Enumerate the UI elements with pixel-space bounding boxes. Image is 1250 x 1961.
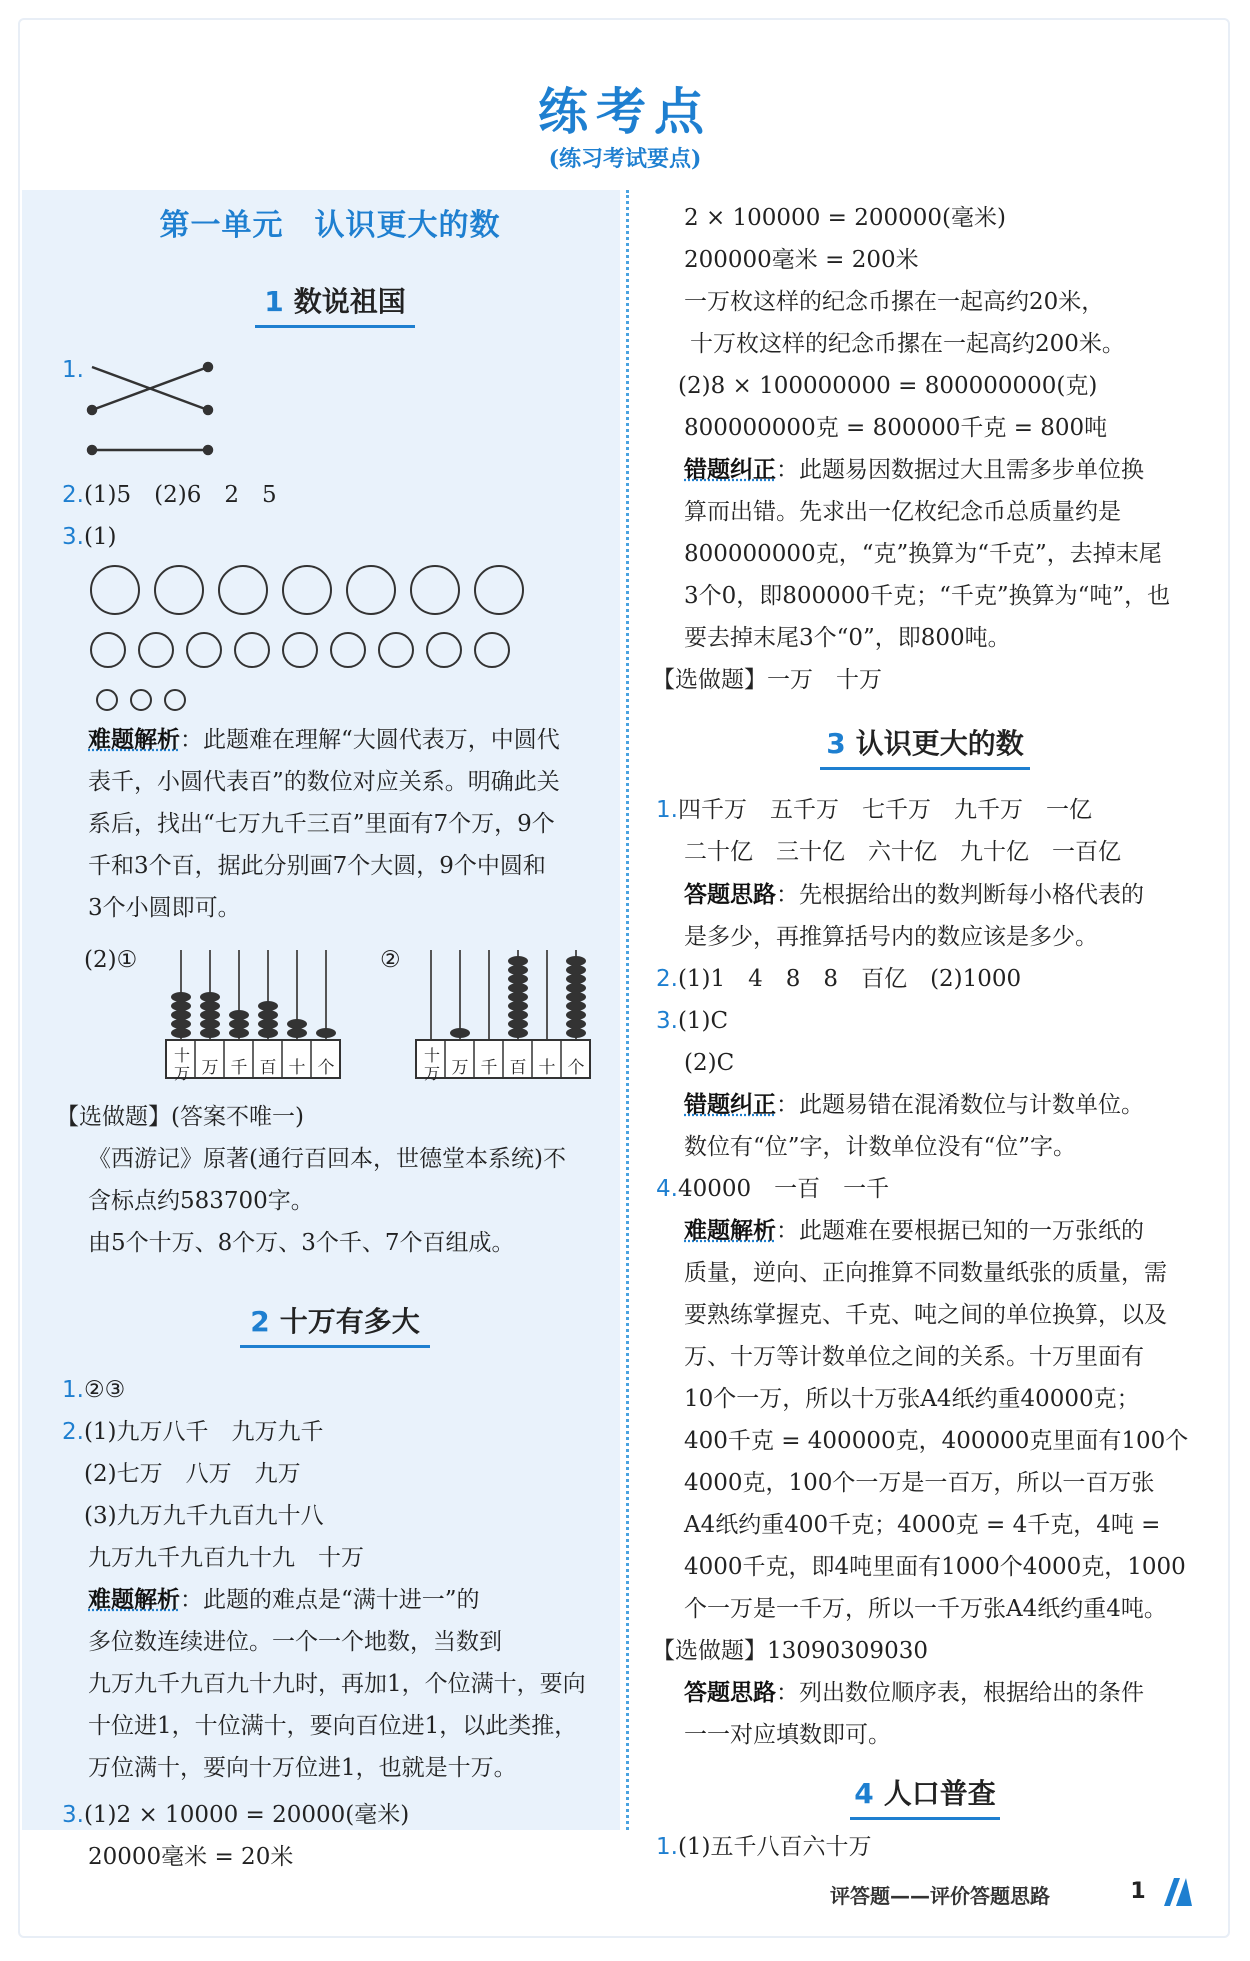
page-subtitle: (练习考试要点) xyxy=(548,146,702,172)
analysis-2-line-1: 难题解析：此题的难点是“满十进一”的 xyxy=(88,1587,480,1613)
optional-1-line-2: 含标点约583700字。 xyxy=(88,1188,314,1214)
thinking-1-line-1: 答题思路：先根据给出的数判断每小格代表的 xyxy=(684,882,1144,908)
medium-circle xyxy=(90,632,126,668)
correction-1-line-4: 3个0，即800000千克；“千克”换算为“吨”，也 xyxy=(684,583,1171,609)
correction-2-line-1: 错题纠正：此题易错在混淆数位与计数单位。 xyxy=(684,1092,1144,1118)
s3-q1-line-2: 二十亿 三十亿 六十亿 九十亿 一百亿 xyxy=(684,839,1121,865)
big-circle xyxy=(218,565,268,615)
medium-circle xyxy=(282,632,318,668)
section-name: 十万有多大 xyxy=(279,1305,420,1338)
abacus1-place-label: 千 xyxy=(230,1058,248,1078)
medium-circle xyxy=(426,632,462,668)
big-circle xyxy=(90,565,140,615)
analysis-2-line-3: 九万九千九百九十九时，再加1，个位满十，要向 xyxy=(88,1671,586,1697)
correction-1-line-5: 要去掉末尾3个“0”，即800吨。 xyxy=(684,625,1011,651)
thinking-2-line-2: 一一对应填数即可。 xyxy=(684,1722,891,1748)
page-number: 1 xyxy=(1130,1879,1146,1904)
correction-1-line-1: 错题纠正：此题易因数据过大且需多步单位换 xyxy=(684,457,1144,483)
s3-q4: 4.40000 一百 一千 xyxy=(656,1176,890,1202)
s2-q2-line-4: 九万九千九百九十九 十万 xyxy=(88,1545,364,1571)
analysis-3-line-7: 4000克，100个一万是一百万，所以一百万张 xyxy=(684,1470,1155,1496)
section-number: 1 xyxy=(264,285,284,318)
r-line-1: 2 × 100000 = 200000(毫米) xyxy=(684,205,1006,231)
s2-q2: 2.(1)九万八千 九万九千 xyxy=(62,1419,324,1445)
r-line-4: 十万枚这样的纪念币摞在一起高约200米。 xyxy=(690,331,1125,357)
medium-circle xyxy=(330,632,366,668)
medium-circle xyxy=(234,632,270,668)
section-name: 数说祖国 xyxy=(293,285,406,318)
footer-caption: 评答题——评价答题思路 xyxy=(830,1884,1050,1908)
section-number: 2 xyxy=(250,1305,270,1338)
abacus2-place-label: 十万 xyxy=(423,1046,440,1083)
q1-number: 1. xyxy=(62,357,84,383)
s2-q2-line-2: (2)七万 八万 九万 xyxy=(84,1461,301,1487)
abacus-label-1: (2)① xyxy=(84,947,138,973)
section-title-3 xyxy=(820,722,1030,762)
small-circle xyxy=(96,689,118,711)
s3-q3: 3.(1)C xyxy=(656,1008,729,1034)
medium-circle xyxy=(474,632,510,668)
abacus1-place-label: 万 xyxy=(201,1058,219,1078)
matching-lines-diagram xyxy=(80,355,230,460)
analysis-3-line-9: 4000千克，即4吨里面有1000个4000克，1000 xyxy=(684,1554,1186,1580)
section-title-2 xyxy=(240,1300,430,1340)
footer-logo-icon xyxy=(1160,1876,1194,1908)
thinking-1-line-2: 是多少，再推算括号内的数应该是多少。 xyxy=(684,924,1098,950)
analysis-1-line-2: 表千，小圆代表百”的数位对应关系。明确此关 xyxy=(88,769,560,795)
big-circle xyxy=(282,565,332,615)
abacus1-place-label: 百 xyxy=(259,1058,277,1078)
analysis-3-line-5: 10个一万，所以十万张A4纸约重40000克； xyxy=(684,1386,1140,1412)
abacus2-place-label: 个 xyxy=(567,1058,585,1078)
small-circle xyxy=(164,689,186,711)
section-title-4 xyxy=(850,1772,1000,1812)
r-line-3: 一万枚这样的纪念币摞在一起高约20米， xyxy=(684,289,1105,315)
analysis-1-line-1: 难题解析：此题难在理解“大圆代表万，中圆代 xyxy=(88,727,560,753)
medium-circle xyxy=(378,632,414,668)
s3-q2: 2.(1)1 4 8 8 百亿 (2)1000 xyxy=(656,966,1022,992)
thinking-2-line-1: 答题思路：列出数位顺序表，根据给出的条件 xyxy=(684,1680,1144,1706)
analysis-3-line-2: 质量，逆向、正向推算不同数量纸张的质量，需 xyxy=(684,1260,1167,1286)
abacus-label-2: ② xyxy=(380,947,401,973)
abacus1-place-label: 十 xyxy=(288,1058,306,1078)
analysis-1-line-5: 3个小圆即可。 xyxy=(88,895,241,921)
abacus2-place-label: 万 xyxy=(451,1058,469,1078)
column-divider xyxy=(626,190,629,1830)
analysis-3-line-6: 400千克 = 400000克，400000克里面有100个 xyxy=(684,1428,1189,1454)
s2-q3-line-2: 20000毫米 = 20米 xyxy=(88,1844,294,1870)
analysis-3-line-3: 要熟练掌握克、千克、吨之间的单位换算，以及 xyxy=(684,1302,1167,1328)
big-circle xyxy=(154,565,204,615)
small-circle xyxy=(130,689,152,711)
correction-1-line-2: 算而出错。先求出一亿枚纪念币总质量约是 xyxy=(684,499,1121,525)
r-line-5: (2)8 × 100000000 = 800000000(克) xyxy=(678,373,1098,399)
section-underline xyxy=(255,325,415,328)
analysis-2-line-4: 十位进1，十位满十，要向百位进1，以此类推， xyxy=(88,1713,578,1739)
s2-q2-line-3: (3)九万九千九百九十八 xyxy=(84,1503,324,1529)
optional-question-3: 【选做题】13090309030 xyxy=(652,1638,928,1664)
page-title: 练考点 xyxy=(538,82,712,141)
s2-q1: 1.②③ xyxy=(62,1377,126,1403)
abacus1-place-label: 十万 xyxy=(173,1046,190,1083)
optional-question-1: 【选做题】(答案不唯一) xyxy=(56,1104,304,1130)
section-underline xyxy=(820,767,1030,770)
section-name: 认识更大的数 xyxy=(855,727,1024,760)
big-circle xyxy=(346,565,396,615)
medium-circle xyxy=(138,632,174,668)
abacus1-place-label: 个 xyxy=(317,1058,335,1078)
analysis-2-line-2: 多位数连续进位。一个一个地数，当数到 xyxy=(88,1629,502,1655)
analysis-1-line-4: 千和3个百，据此分别画7个大圆，9个中圆和 xyxy=(88,853,546,879)
big-circle xyxy=(474,565,524,615)
optional-1-line-3: 由5个十万、8个万、3个千、7个百组成。 xyxy=(88,1230,515,1256)
q2-answer: 2.(1)5 (2)6 2 5 xyxy=(62,482,277,508)
correction-1-line-3: 800000000克，“克”换算为“千克”，去掉末尾 xyxy=(684,541,1162,567)
r-line-6: 800000000克 = 800000千克 = 800吨 xyxy=(684,415,1108,441)
section-title-1 xyxy=(255,280,415,320)
analysis-1-line-3: 系后，找出“七万九千三百”里面有7个万，9个 xyxy=(88,811,555,837)
section-number: 3 xyxy=(826,727,846,760)
section-number: 4 xyxy=(854,1777,874,1810)
big-circle xyxy=(410,565,460,615)
correction-2-line-2: 数位有“位”字，计数单位没有“位”字。 xyxy=(684,1134,1077,1160)
s4-q1: 1.(1)五千八百六十万 xyxy=(656,1834,872,1860)
section-name: 人口普查 xyxy=(883,1777,996,1810)
abacus2-place-label: 百 xyxy=(509,1058,527,1078)
r-line-2: 200000毫米 = 200米 xyxy=(684,247,919,273)
analysis-3-line-8: A4纸约重400千克；4000克 = 4千克，4吨 = xyxy=(684,1512,1161,1538)
unit-title: 第一单元 认识更大的数 xyxy=(159,208,501,243)
medium-circle xyxy=(186,632,222,668)
abacus2-place-label: 十 xyxy=(538,1058,556,1078)
abacus2-place-label: 千 xyxy=(480,1058,498,1078)
section-underline xyxy=(240,1345,430,1348)
analysis-3-line-1: 难题解析：此题难在要根据已知的一万张纸的 xyxy=(684,1218,1144,1244)
q3-answer: 3.(1) xyxy=(62,524,117,550)
optional-1-line-1: 《西游记》原著(通行百回本，世德堂本系统)不 xyxy=(88,1146,566,1172)
analysis-2-line-5: 万位满十，要向十万位进1，也就是十万。 xyxy=(88,1755,517,1781)
analysis-3-line-4: 万、十万等计数单位之间的关系。十万里面有 xyxy=(684,1344,1144,1370)
analysis-3-line-10: 个一万是一千万，所以一千万张A4纸约重4吨。 xyxy=(684,1596,1167,1622)
optional-question-2: 【选做题】一万 十万 xyxy=(652,667,882,693)
section-underline xyxy=(850,1817,1000,1820)
s3-q1: 1.四千万 五千万 七千万 九千万 一亿 xyxy=(656,797,1092,823)
s2-q3: 3.(1)2 × 10000 = 20000(毫米) xyxy=(62,1802,410,1828)
s3-q3-line-2: (2)C xyxy=(684,1050,735,1076)
